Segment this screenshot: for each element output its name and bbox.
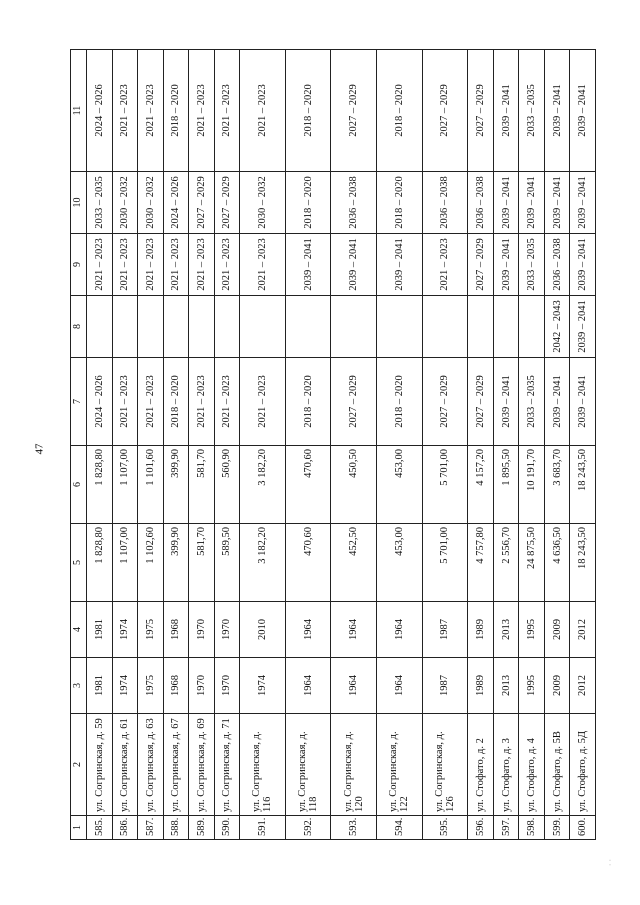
column-header: 6 — [71, 446, 87, 524]
cell-year-built: 1974 — [240, 658, 286, 714]
cell-total-area: 452,50 — [331, 524, 377, 602]
cell-period-7: 2033 – 2035 — [519, 358, 545, 446]
cell-period-7: 2021 – 2023 — [214, 358, 240, 446]
column-header: 7 — [71, 358, 87, 446]
cell-living-area: 4 157,20 — [468, 446, 494, 524]
cell-period-10: 2039 – 2041 — [544, 172, 570, 234]
cell-total-area: 1 828,80 — [87, 524, 113, 602]
cell-living-area: 1 107,00 — [112, 446, 138, 524]
cell-total-area: 5 701,00 — [422, 524, 468, 602]
cell-period-8 — [138, 296, 164, 358]
cell-period-9: 2021 – 2023 — [240, 234, 286, 296]
column-header: 10 — [71, 172, 87, 234]
cell-period-11: 2021 – 2023 — [240, 50, 286, 172]
cell-living-area: 560,90 — [214, 446, 240, 524]
cell-period-10: 2024 – 2026 — [163, 172, 189, 234]
page-mark: · · — [606, 858, 616, 867]
cell-total-area: 470,60 — [285, 524, 331, 602]
cell-period-9: 2033 – 2035 — [519, 234, 545, 296]
cell-total-area: 589,50 — [214, 524, 240, 602]
cell-period-10: 2030 – 2032 — [112, 172, 138, 234]
cell-period-8: 2042 – 2043 — [544, 296, 570, 358]
table-row — [285, 50, 331, 840]
table-row — [331, 50, 377, 840]
cell-period-10: 2039 – 2041 — [519, 172, 545, 234]
cell-total-area: 1 102,60 — [138, 524, 164, 602]
cell-address: ул. Согринская, д. 118 — [285, 714, 331, 816]
cell-period-11: 2027 – 2029 — [331, 50, 377, 172]
cell-row-number: 600. — [570, 816, 596, 840]
cell-period-8 — [214, 296, 240, 358]
cell-period-9: 2039 – 2041 — [377, 234, 423, 296]
cell-year-built: 1968 — [163, 658, 189, 714]
cell-address: ул. Согринская, д. 71 — [214, 714, 240, 816]
cell-period-9: 2039 – 2041 — [285, 234, 331, 296]
cell-year-commissioned: 1964 — [331, 602, 377, 658]
cell-row-number: 595. — [422, 816, 468, 840]
cell-living-area: 581,70 — [189, 446, 215, 524]
cell-year-commissioned: 2009 — [544, 602, 570, 658]
cell-address: ул. Согринская, д. 122 — [377, 714, 423, 816]
cell-year-built: 2013 — [493, 658, 519, 714]
cell-period-10: 2030 – 2032 — [240, 172, 286, 234]
table-row — [493, 50, 519, 840]
header-row — [71, 50, 87, 840]
cell-period-9: 2021 – 2023 — [112, 234, 138, 296]
cell-year-built: 1964 — [377, 658, 423, 714]
cell-row-number: 596. — [468, 816, 494, 840]
cell-period-11: 2024 – 2026 — [87, 50, 113, 172]
cell-address: ул. Согринская, д. 126 — [422, 714, 468, 816]
cell-period-8 — [87, 296, 113, 358]
cell-period-8 — [163, 296, 189, 358]
cell-period-7: 2018 – 2020 — [285, 358, 331, 446]
cell-period-8 — [112, 296, 138, 358]
page-number: 47 — [33, 443, 46, 455]
cell-year-commissioned: 1968 — [163, 602, 189, 658]
cell-row-number: 585. — [87, 816, 113, 840]
cell-total-area: 18 243,50 — [570, 524, 596, 602]
cell-year-built: 1975 — [138, 658, 164, 714]
cell-period-8 — [377, 296, 423, 358]
cell-row-number: 597. — [493, 816, 519, 840]
cell-year-built: 1964 — [331, 658, 377, 714]
cell-year-built: 1974 — [112, 658, 138, 714]
cell-address: ул. Согринская, д. 69 — [189, 714, 215, 816]
cell-year-commissioned: 1970 — [189, 602, 215, 658]
table-row — [519, 50, 545, 840]
cell-period-7: 2024 – 2026 — [87, 358, 113, 446]
cell-living-area: 5 701,00 — [422, 446, 468, 524]
cell-period-9: 2021 – 2023 — [87, 234, 113, 296]
cell-year-commissioned: 2013 — [493, 602, 519, 658]
table-row — [163, 50, 189, 840]
column-header: 11 — [71, 50, 87, 172]
cell-period-9: 2021 – 2023 — [189, 234, 215, 296]
cell-year-commissioned: 1974 — [112, 602, 138, 658]
cell-address: ул. Согринская, д. 120 — [331, 714, 377, 816]
cell-year-built: 1989 — [468, 658, 494, 714]
cell-year-built: 2009 — [544, 658, 570, 714]
cell-row-number: 599. — [544, 816, 570, 840]
cell-total-area: 581,70 — [189, 524, 215, 602]
cell-period-8 — [285, 296, 331, 358]
cell-row-number: 586. — [112, 816, 138, 840]
cell-row-number: 591. — [240, 816, 286, 840]
cell-period-10: 2036 – 2038 — [422, 172, 468, 234]
cell-period-9: 2021 – 2023 — [422, 234, 468, 296]
cell-living-area: 1 895,50 — [493, 446, 519, 524]
cell-row-number: 587. — [138, 816, 164, 840]
cell-period-11: 2039 – 2041 — [544, 50, 570, 172]
table-row — [570, 50, 596, 840]
cell-row-number: 588. — [163, 816, 189, 840]
cell-period-8 — [189, 296, 215, 358]
cell-period-7: 2021 – 2023 — [112, 358, 138, 446]
cell-period-9: 2036 – 2038 — [544, 234, 570, 296]
cell-period-11: 2027 – 2029 — [422, 50, 468, 172]
cell-year-built: 1964 — [285, 658, 331, 714]
cell-period-11: 2033 – 2035 — [519, 50, 545, 172]
cell-period-11: 2021 – 2023 — [138, 50, 164, 172]
table-row — [240, 50, 286, 840]
cell-living-area: 450,50 — [331, 446, 377, 524]
table-row — [87, 50, 113, 840]
cell-year-built: 1995 — [519, 658, 545, 714]
table-row — [544, 50, 570, 840]
cell-living-area: 1 828,80 — [87, 446, 113, 524]
cell-period-7: 2021 – 2023 — [189, 358, 215, 446]
cell-period-11: 2021 – 2023 — [214, 50, 240, 172]
cell-period-11: 2039 – 2041 — [493, 50, 519, 172]
cell-address: ул. Стофато, д. 2 — [468, 714, 494, 816]
table-row — [214, 50, 240, 840]
table-row — [138, 50, 164, 840]
cell-period-7: 2027 – 2029 — [468, 358, 494, 446]
cell-period-10: 2018 – 2020 — [377, 172, 423, 234]
cell-year-built: 1970 — [214, 658, 240, 714]
cell-total-area: 4 757,80 — [468, 524, 494, 602]
cell-period-10: 2027 – 2029 — [189, 172, 215, 234]
cell-total-area: 3 182,20 — [240, 524, 286, 602]
cell-period-9: 2039 – 2041 — [570, 234, 596, 296]
table-row — [377, 50, 423, 840]
cell-year-built: 1981 — [87, 658, 113, 714]
cell-address: ул. Согринская, д. 116 — [240, 714, 286, 816]
cell-period-11: 2027 – 2029 — [468, 50, 494, 172]
cell-period-9: 2021 – 2023 — [214, 234, 240, 296]
cell-year-built: 1987 — [422, 658, 468, 714]
cell-period-11: 2018 – 2020 — [377, 50, 423, 172]
cell-year-commissioned: 2012 — [570, 602, 596, 658]
table-row — [112, 50, 138, 840]
cell-row-number: 593. — [331, 816, 377, 840]
cell-total-area: 2 556,70 — [493, 524, 519, 602]
cell-period-7: 2039 – 2041 — [493, 358, 519, 446]
cell-period-7: 2018 – 2020 — [163, 358, 189, 446]
cell-living-area: 470,60 — [285, 446, 331, 524]
cell-period-7: 2027 – 2029 — [331, 358, 377, 446]
cell-address: ул. Согринская, д. 61 — [112, 714, 138, 816]
cell-address: ул. Согринская, д. 67 — [163, 714, 189, 816]
rotated-table-wrapper — [70, 50, 596, 840]
cell-year-commissioned: 1981 — [87, 602, 113, 658]
cell-period-8 — [468, 296, 494, 358]
cell-period-10: 2039 – 2041 — [493, 172, 519, 234]
cell-address: ул. Стофато, д. 4 — [519, 714, 545, 816]
cell-period-10: 2036 – 2038 — [468, 172, 494, 234]
column-header: 4 — [71, 602, 87, 658]
cell-row-number: 594. — [377, 816, 423, 840]
cell-period-7: 2027 – 2029 — [422, 358, 468, 446]
cell-period-9: 2021 – 2023 — [163, 234, 189, 296]
cell-year-commissioned: 1964 — [285, 602, 331, 658]
cell-period-10: 2039 – 2041 — [570, 172, 596, 234]
cell-period-9: 2039 – 2041 — [493, 234, 519, 296]
cell-period-11: 2018 – 2020 — [163, 50, 189, 172]
cell-living-area: 399,90 — [163, 446, 189, 524]
cell-row-number: 589. — [189, 816, 215, 840]
cell-living-area: 3 683,70 — [544, 446, 570, 524]
cell-period-7: 2018 – 2020 — [377, 358, 423, 446]
column-header: 3 — [71, 658, 87, 714]
cell-year-commissioned: 1987 — [422, 602, 468, 658]
table-row — [468, 50, 494, 840]
cell-address: ул. Согринская, д. 59 — [87, 714, 113, 816]
table-row — [189, 50, 215, 840]
cell-living-area: 3 182,20 — [240, 446, 286, 524]
cell-row-number: 598. — [519, 816, 545, 840]
cell-period-10: 2033 – 2035 — [87, 172, 113, 234]
cell-period-11: 2021 – 2023 — [189, 50, 215, 172]
cell-row-number: 592. — [285, 816, 331, 840]
cell-period-8 — [331, 296, 377, 358]
cell-total-area: 399,90 — [163, 524, 189, 602]
column-header: 9 — [71, 234, 87, 296]
column-header: 5 — [71, 524, 87, 602]
cell-year-commissioned: 1989 — [468, 602, 494, 658]
cell-period-8 — [240, 296, 286, 358]
cell-living-area: 10 191,70 — [519, 446, 545, 524]
cell-period-8 — [422, 296, 468, 358]
table-row — [422, 50, 468, 840]
cell-row-number: 590. — [214, 816, 240, 840]
cell-period-9: 2039 – 2041 — [331, 234, 377, 296]
cell-period-11: 2018 – 2020 — [285, 50, 331, 172]
cell-total-area: 1 107,00 — [112, 524, 138, 602]
cell-period-10: 2036 – 2038 — [331, 172, 377, 234]
column-header: 8 — [71, 296, 87, 358]
cell-period-8 — [493, 296, 519, 358]
column-header: 1 — [71, 816, 87, 840]
cell-address: ул. Согринская, д. 63 — [138, 714, 164, 816]
cell-year-built: 2012 — [570, 658, 596, 714]
cell-living-area: 18 243,50 — [570, 446, 596, 524]
cell-address: ул. Стофато, д. 5В — [544, 714, 570, 816]
cell-total-area: 4 636,50 — [544, 524, 570, 602]
cell-year-built: 1970 — [189, 658, 215, 714]
cell-period-7: 2039 – 2041 — [544, 358, 570, 446]
cell-period-7: 2021 – 2023 — [240, 358, 286, 446]
cell-period-10: 2030 – 2032 — [138, 172, 164, 234]
cell-period-9: 2027 – 2029 — [468, 234, 494, 296]
cell-total-area: 453,00 — [377, 524, 423, 602]
cell-year-commissioned: 2010 — [240, 602, 286, 658]
cell-period-11: 2021 – 2023 — [112, 50, 138, 172]
cell-address: ул. Стофато, д. 3 — [493, 714, 519, 816]
cell-living-area: 1 101,60 — [138, 446, 164, 524]
cell-period-10: 2018 – 2020 — [285, 172, 331, 234]
cell-living-area: 453,00 — [377, 446, 423, 524]
cell-period-8: 2039 – 2041 — [570, 296, 596, 358]
cell-period-7: 2021 – 2023 — [138, 358, 164, 446]
cell-period-8 — [519, 296, 545, 358]
cell-address: ул. Стофато, д. 5Д — [570, 714, 596, 816]
cell-total-area: 24 875,50 — [519, 524, 545, 602]
data-table — [70, 49, 596, 840]
cell-period-11: 2039 – 2041 — [570, 50, 596, 172]
cell-year-commissioned: 1995 — [519, 602, 545, 658]
cell-period-7: 2039 – 2041 — [570, 358, 596, 446]
cell-year-commissioned: 1975 — [138, 602, 164, 658]
column-header: 2 — [71, 714, 87, 816]
cell-period-10: 2027 – 2029 — [214, 172, 240, 234]
cell-year-commissioned: 1964 — [377, 602, 423, 658]
cell-year-commissioned: 1970 — [214, 602, 240, 658]
cell-period-9: 2021 – 2023 — [138, 234, 164, 296]
